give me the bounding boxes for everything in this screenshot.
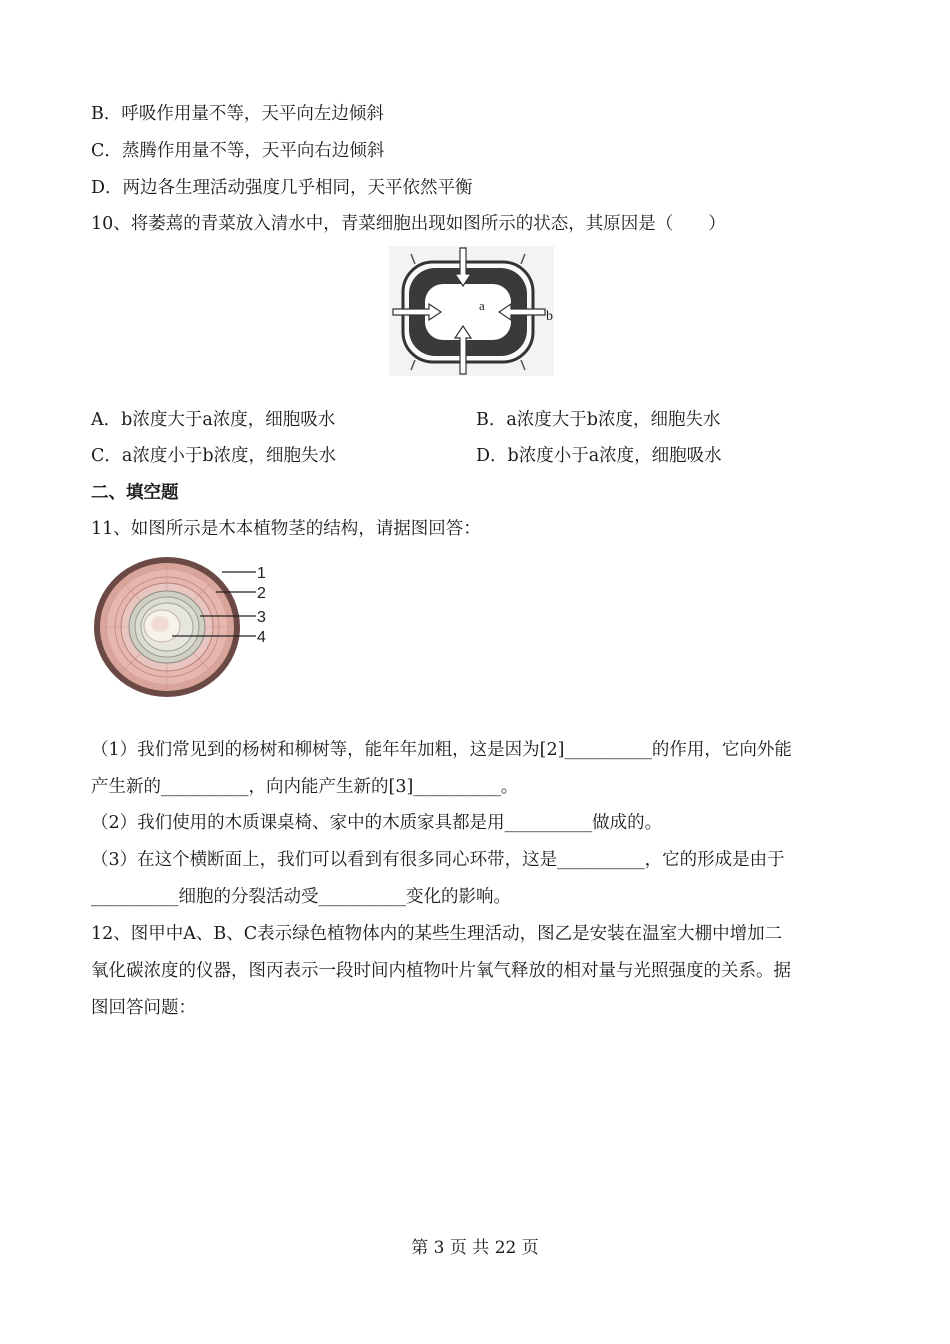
section-heading: 二、填空题 <box>91 483 179 503</box>
label-a: a <box>479 298 485 313</box>
q10-option-a: A．b浓度大于a浓度，细胞吸水 <box>91 410 336 430</box>
label-b: b <box>546 309 553 324</box>
q11-line-1: （1）我们常见到的杨树和柳树等，能年年加粗，这是因为[2]__________的作用，它向外能 <box>91 740 792 760</box>
q10-option-d: D．b浓度小于a浓度，细胞吸水 <box>476 446 722 466</box>
label-3: 3 <box>257 609 266 626</box>
q11-line-5: __________细胞的分裂活动受__________变化的影响。 <box>91 887 511 907</box>
q10-option-c: C．a浓度小于b浓度，细胞失水 <box>91 446 337 466</box>
stem-cross-section-figure <box>92 553 272 701</box>
q11-line-4: （3）在这个横断面上，我们可以看到有很多同心环带，这是__________，它的形成是由于 <box>91 850 785 870</box>
q12-line-1: 12、图甲中A、B、C表示绿色植物体内的某些生理活动，图乙是安装在温室大棚中增加二 <box>91 924 783 944</box>
q9-option-d: D．两边各生理活动强度几乎相同，天平依然平衡 <box>91 178 473 198</box>
q9-option-b: B．呼吸作用量不等，天平向左边倾斜 <box>91 104 384 124</box>
q11-stem: 11、如图所示是木本植物茎的结构，请据图回答： <box>91 519 481 539</box>
plant-cell-figure <box>389 246 554 376</box>
q10-option-b: B．a浓度大于b浓度，细胞失水 <box>476 410 721 430</box>
label-4: 4 <box>257 629 266 646</box>
label-1: 1 <box>257 565 266 582</box>
page-footer: 第 3 页 共 22 页 <box>411 1238 539 1258</box>
q12-line-2: 氧化碳浓度的仪器，图丙表示一段时间内植物叶片氧气释放的相对量与光照强度的关系。据 <box>91 961 791 981</box>
q12-line-3: 图回答问题： <box>91 998 196 1018</box>
q11-line-2: 产生新的__________，向内能产生新的[3]__________。 <box>91 777 519 797</box>
q11-line-3: （2）我们使用的木质课桌椅、家中的木质家具都是用__________做成的。 <box>91 813 663 833</box>
label-2: 2 <box>257 585 266 602</box>
q9-option-c: C．蒸腾作用量不等，天平向右边倾斜 <box>91 141 385 161</box>
q10-stem: 10、将萎蔫的青菜放入清水中，青菜细胞出现如图所示的状态，其原因是（ ） <box>91 214 726 234</box>
